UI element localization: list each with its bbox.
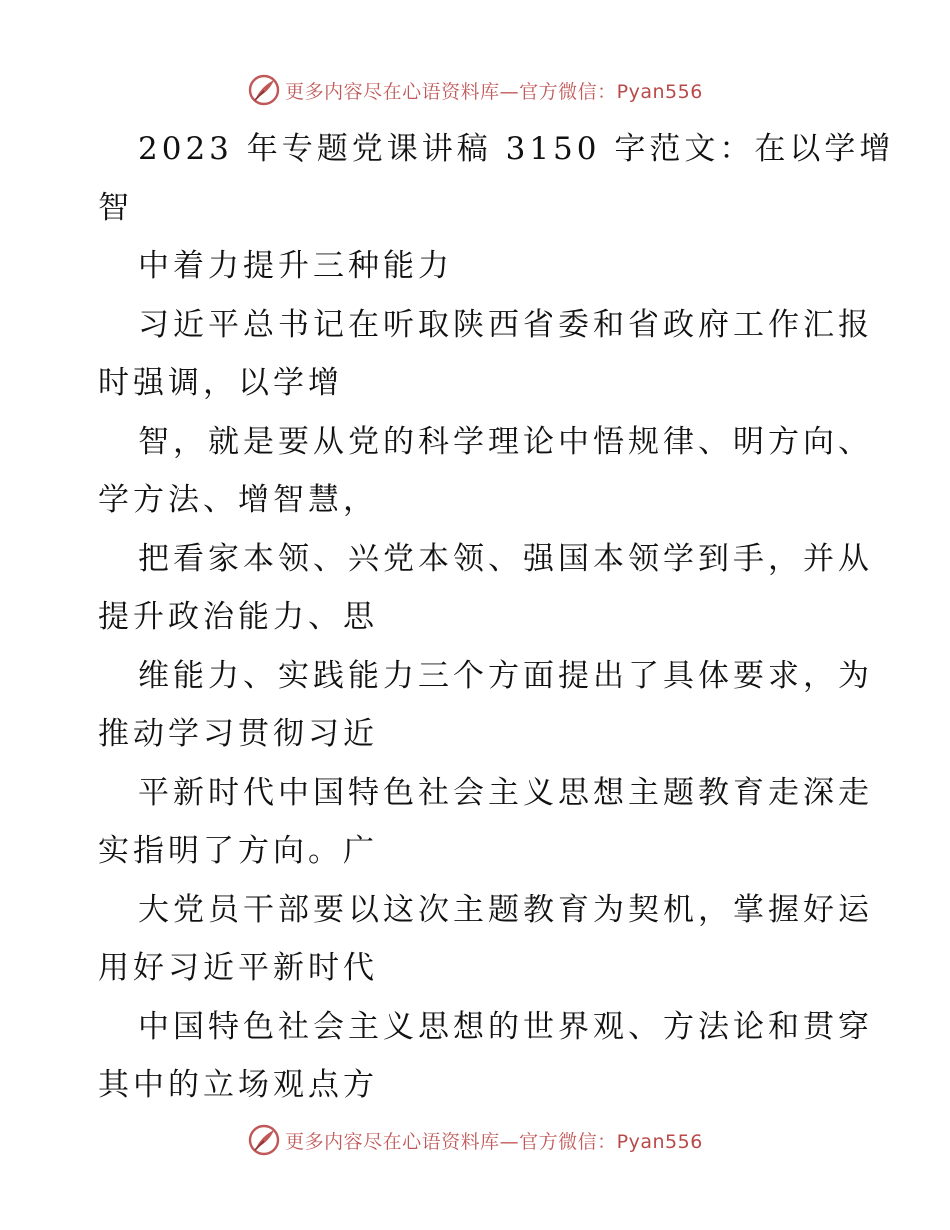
title-line-1: 2023 年专题党课讲稿 3150 字范文：在以学增 [138,131,895,167]
header-banner-text: 更多内容尽在心语资料库—官方微信：Pyan556 [285,80,703,103]
feather-quill-icon [247,1123,281,1157]
paragraph-line: 其中的立场观点方 [98,1067,378,1103]
footer-banner-text: 更多内容尽在心语资料库—官方微信：Pyan556 [285,1130,703,1153]
feather-quill-icon [247,73,281,107]
paragraph-line: 时强调，以学增 [98,365,343,401]
title-line-2: 智 [98,189,133,226]
paragraph-line: 智，就是要从党的科学理论中悟规律、明方向、 [138,423,873,460]
subtitle-line: 中着力提升三种能力 [138,248,453,284]
paragraph-line: 把看家本领、兴党本领、强国本领学到手，并从 [138,540,873,577]
header-wechat-handle: Pyan556 [616,80,703,103]
document-body [98,120,895,1115]
paragraph-line: 维能力、实践能力三个方面提出了具体要求，为 [138,657,873,694]
paragraph-line: 习近平总书记在听取陕西省委和省政府工作汇报 [138,306,873,343]
paragraph-line: 学方法、增智慧， [98,482,378,518]
paragraph-line: 用好习近平新时代 [98,950,378,986]
paragraph-line: 中国特色社会主义思想的世界观、方法论和贯穿 [138,1008,873,1045]
paragraph-line: 平新时代中国特色社会主义思想主题教育走深走 [138,774,873,811]
paragraph-line: 推动学习贯彻习近 [98,716,378,752]
header-watermark-banner [0,72,950,108]
paragraph-line: 提升政治能力、思 [98,599,378,635]
footer-wechat-handle: Pyan556 [616,1130,703,1153]
paragraph-line: 实指明了方向。广 [98,833,378,869]
paragraph-line: 大党员干部要以这次主题教育为契机，掌握好运 [138,891,873,928]
footer-watermark-banner [0,1122,950,1158]
